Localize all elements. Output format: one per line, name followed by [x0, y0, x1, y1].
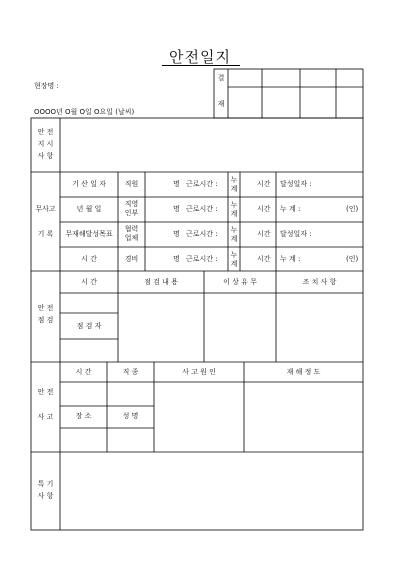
accident-label-2: 사 고: [37, 413, 54, 421]
att-hours-4: 근로시간 :: [186, 255, 218, 263]
inspection-label-2: 점 검: [37, 316, 54, 324]
att-seal-1: (인): [346, 205, 359, 213]
att-total-2: 누 계 :: [280, 255, 301, 263]
att-unit-2: 명: [173, 205, 180, 213]
att-hours-3: 근로시간 :: [186, 230, 218, 238]
att-achieve-2: 달성일자 :: [280, 230, 312, 238]
insp-anomaly-header: 이 상 유 무: [223, 278, 257, 286]
att-cum-1: 누 계: [230, 176, 238, 193]
att-cum-3: 누 계: [230, 226, 238, 243]
att-seal-2: (인): [346, 255, 359, 263]
att-total-1: 누 계 :: [280, 205, 301, 213]
attendance-label-1: 무사고: [35, 205, 56, 213]
insp-inspector: 점 검 자: [76, 322, 102, 330]
att-goal: 무재해달성목표: [65, 230, 113, 238]
att-hours-1: 근로시간 :: [186, 180, 218, 188]
att-partner: 협력 업체: [124, 225, 139, 242]
insp-action-header: 조 치 사 항: [302, 278, 337, 286]
notes-label-2: 사 항: [37, 492, 54, 500]
instructions-label-3: 사 항: [37, 152, 54, 160]
inspection-label-1: 안 전: [37, 304, 54, 312]
insp-time-header: 시 간: [81, 278, 97, 286]
acc-time-header: 시 간: [75, 368, 92, 376]
accident-label-1: 안 전: [37, 388, 54, 396]
instructions-label-2: 지 시: [37, 140, 54, 148]
acc-severity-header: 재 해 정 도: [286, 368, 321, 376]
att-time-3: 시간: [257, 230, 271, 238]
acc-cause-header: 사 고 원 인: [182, 368, 216, 376]
approval-gyeol: 결: [217, 74, 225, 82]
insp-content-header: 점 검 내 용: [144, 278, 178, 286]
document-title: 안전일지: [169, 48, 231, 66]
site-name-label: 현장명 :: [34, 82, 59, 90]
att-direct-workers: 직영 인부: [124, 200, 139, 217]
att-achieve-1: 달성일자 :: [280, 180, 312, 188]
att-hours-2: 근로시간 :: [186, 205, 218, 213]
att-cum-4: 누 계: [230, 251, 238, 268]
att-staff: 직원: [124, 180, 139, 188]
att-guard: 경비: [124, 255, 139, 263]
att-start-date: 기 산 일 자: [72, 180, 106, 188]
acc-place: 장 소: [75, 412, 92, 420]
att-cum-2: 누 계: [230, 201, 238, 218]
att-unit-1: 명: [173, 180, 180, 188]
acc-name: 성 명: [122, 412, 139, 420]
attendance-label-2: 기 록: [37, 230, 54, 238]
approval-jae: 재: [217, 100, 225, 108]
att-time-4: 시간: [257, 255, 271, 263]
att-ymd: 년 월 일: [76, 205, 102, 213]
att-time-2: 시간: [257, 205, 271, 213]
instructions-label-1: 안 전: [37, 128, 54, 136]
att-time: 시 간: [81, 255, 97, 263]
notes-label-1: 특 기: [37, 480, 54, 488]
acc-job-header: 직 종: [122, 368, 139, 376]
att-unit-4: 명: [173, 255, 180, 263]
att-unit-3: 명: [173, 230, 180, 238]
date-line: OOOO년 O월 O일 O요일 (날씨): [34, 108, 135, 116]
att-time-1: 시간: [257, 180, 271, 188]
